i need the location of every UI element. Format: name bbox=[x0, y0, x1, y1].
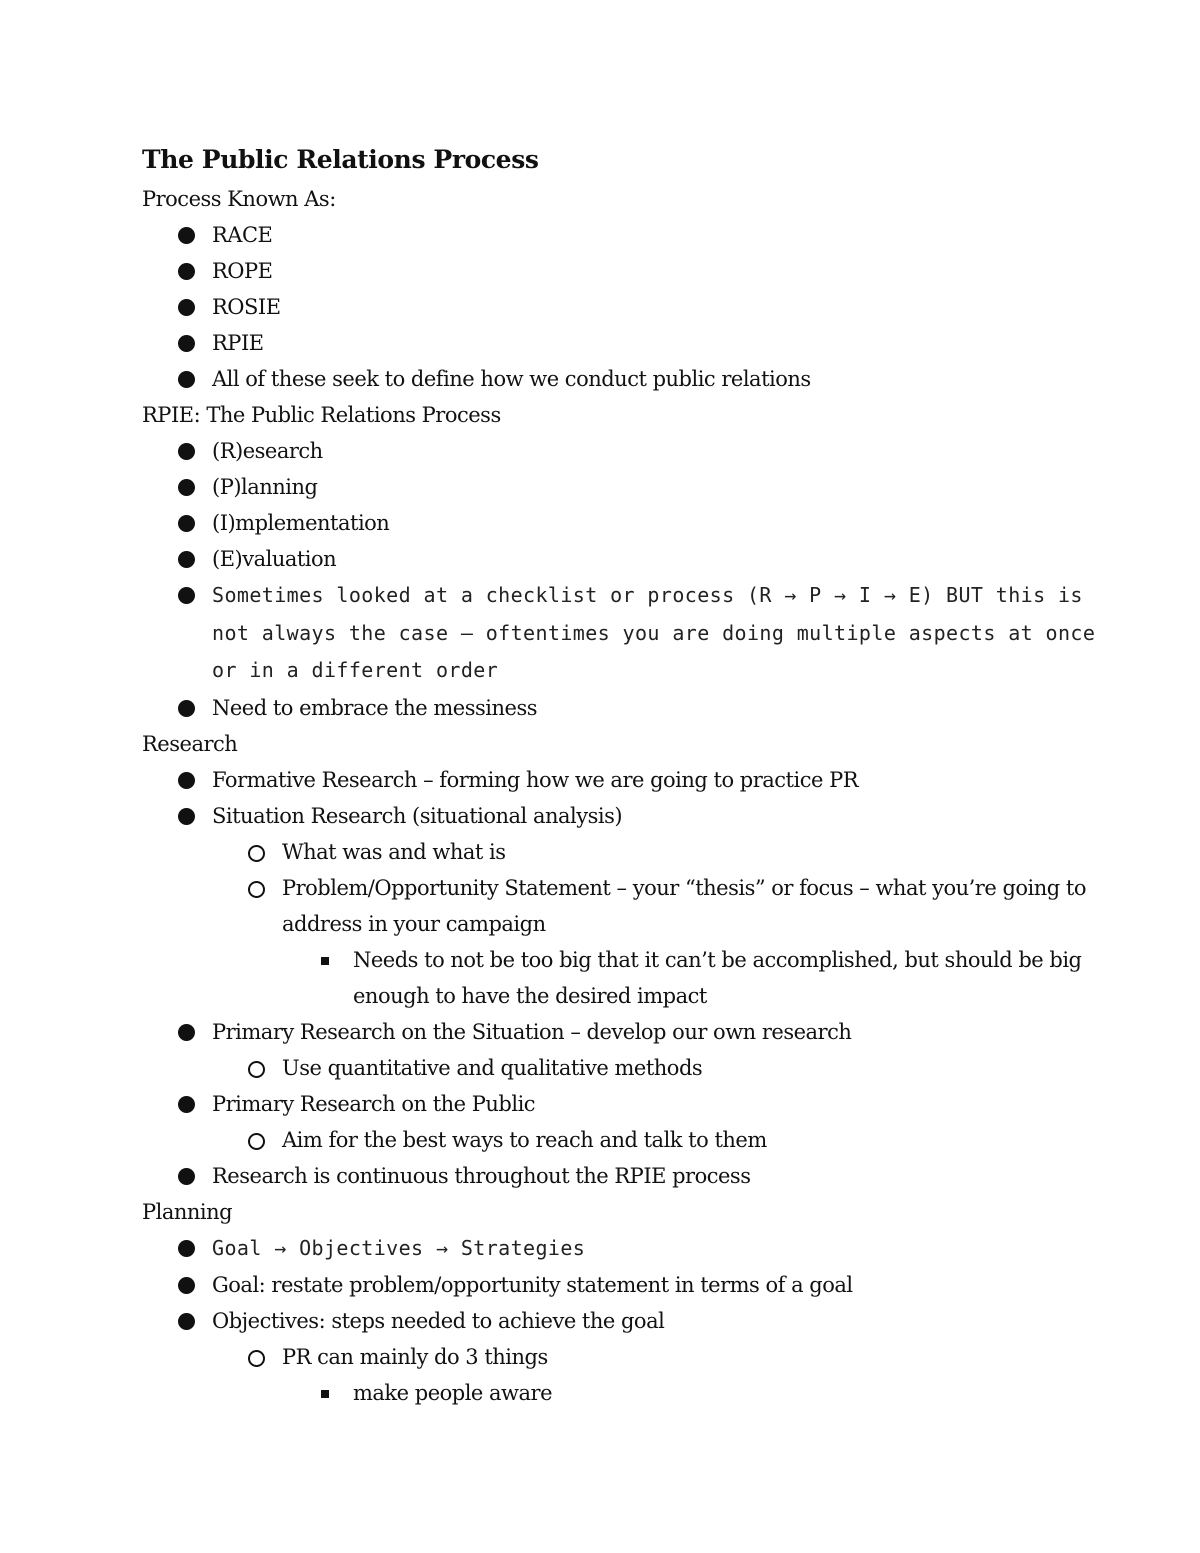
filled-circle-bullet-icon bbox=[178, 1240, 195, 1257]
list-item bbox=[142, 217, 1102, 253]
list-item bbox=[142, 1375, 1102, 1411]
list-item bbox=[142, 577, 1102, 690]
filled-circle-bullet-icon bbox=[178, 1024, 195, 1041]
list-item bbox=[142, 1267, 1102, 1303]
filled-circle-bullet-icon bbox=[178, 335, 195, 352]
list-item bbox=[142, 1303, 1102, 1339]
list-item-text: Objectives: steps needed to achieve the goal bbox=[212, 1309, 665, 1333]
list-item bbox=[142, 469, 1102, 505]
section-heading-process-known-as: Process Known As: bbox=[142, 187, 336, 211]
list-item-text: RACE bbox=[212, 223, 273, 247]
list-item bbox=[142, 1014, 1102, 1050]
list-item bbox=[142, 1122, 1102, 1158]
list-item bbox=[142, 433, 1102, 469]
list-item bbox=[142, 361, 1102, 397]
filled-circle-bullet-icon bbox=[178, 1277, 195, 1294]
hollow-circle-bullet-icon bbox=[248, 1350, 265, 1367]
hollow-circle-bullet-icon bbox=[248, 1061, 265, 1078]
section-heading-planning: Planning bbox=[142, 1199, 233, 1224]
filled-circle-bullet-icon bbox=[178, 587, 195, 604]
list-item-text: make people aware bbox=[353, 1381, 553, 1405]
list-item-text: Needs to not be too big that it can’t be accomplished, but should be big enough to have the desired impact bbox=[353, 947, 1082, 1008]
filled-circle-bullet-icon bbox=[178, 515, 195, 532]
filled-circle-bullet-icon bbox=[178, 1096, 195, 1113]
list-item-text: Problem/Opportunity Statement – your “thesis” or focus – what you’re going to address in your campaign bbox=[282, 875, 1086, 936]
list-item bbox=[142, 1230, 1102, 1268]
list-item-text: ROPE bbox=[212, 259, 273, 283]
filled-circle-bullet-icon bbox=[178, 772, 195, 789]
list-item bbox=[142, 289, 1102, 325]
filled-circle-bullet-icon bbox=[178, 551, 195, 568]
list-item-text: RPIE bbox=[212, 331, 264, 355]
list-item-text: Primary Research on the Situation – develop our own research bbox=[212, 1019, 852, 1044]
list-item-text: PR can mainly do 3 things bbox=[282, 1345, 548, 1369]
filled-circle-bullet-icon bbox=[178, 443, 195, 460]
list-item bbox=[142, 1086, 1102, 1122]
list-item-text: Need to embrace the messiness bbox=[212, 695, 537, 720]
list-item bbox=[142, 762, 1102, 798]
list-item bbox=[142, 1050, 1102, 1086]
filled-circle-bullet-icon bbox=[178, 808, 195, 825]
list-item-text: ROSIE bbox=[212, 295, 281, 319]
list-item-text: Primary Research on the Public bbox=[212, 1091, 536, 1116]
square-bullet-icon bbox=[321, 957, 329, 965]
list-item-text: Use quantitative and qualitative methods bbox=[282, 1055, 703, 1080]
list-item-text: Sometimes looked at a checklist or process (R → P → I → E) BUT this is not always the case – oftentimes you are doing multiple aspects at once or in a different order bbox=[212, 583, 1096, 682]
list-item-text: Research is continuous throughout the RPIE process bbox=[212, 1163, 751, 1188]
list-item bbox=[142, 1158, 1102, 1194]
section-heading-research: Research bbox=[142, 731, 238, 756]
square-bullet-icon bbox=[321, 1390, 329, 1398]
hollow-circle-bullet-icon bbox=[248, 1133, 265, 1150]
list-item-text: (R)esearch bbox=[212, 439, 323, 463]
list-item bbox=[142, 325, 1102, 361]
filled-circle-bullet-icon bbox=[178, 263, 195, 280]
list-item bbox=[142, 1339, 1102, 1375]
document-page bbox=[142, 141, 1102, 1411]
filled-circle-bullet-icon bbox=[178, 700, 195, 717]
filled-circle-bullet-icon bbox=[178, 479, 195, 496]
list-item-text: All of these seek to define how we conduct public relations bbox=[212, 367, 811, 391]
filled-circle-bullet-icon bbox=[178, 1168, 195, 1185]
list-item bbox=[142, 834, 1102, 870]
list-item-text: Formative Research – forming how we are going to practice PR bbox=[212, 767, 859, 792]
hollow-circle-bullet-icon bbox=[248, 845, 265, 862]
list-item-text: (E)valuation bbox=[212, 547, 337, 571]
list-item-text: Aim for the best ways to reach and talk to them bbox=[282, 1127, 767, 1152]
list-item-text: Situation Research (situational analysis) bbox=[212, 803, 623, 828]
filled-circle-bullet-icon bbox=[178, 299, 195, 316]
list-item bbox=[142, 505, 1102, 541]
list-item bbox=[142, 541, 1102, 577]
section-heading-rpie: RPIE: The Public Relations Process bbox=[142, 403, 501, 427]
list-item-text: Goal: restate problem/opportunity statement in terms of a goal bbox=[212, 1273, 853, 1297]
list-item bbox=[142, 942, 1102, 1014]
list-item-text: Goal → Objectives → Strategies bbox=[212, 1235, 586, 1260]
list-item bbox=[142, 690, 1102, 726]
list-item-text: (P)lanning bbox=[212, 475, 318, 499]
list-item-text: What was and what is bbox=[282, 839, 506, 864]
list-item bbox=[142, 253, 1102, 289]
list-item bbox=[142, 870, 1102, 942]
filled-circle-bullet-icon bbox=[178, 1313, 195, 1330]
filled-circle-bullet-icon bbox=[178, 371, 195, 388]
list-item-text: (I)mplementation bbox=[212, 511, 390, 535]
list-item bbox=[142, 798, 1102, 834]
filled-circle-bullet-icon bbox=[178, 227, 195, 244]
document-title: The Public Relations Process bbox=[142, 145, 539, 174]
hollow-circle-bullet-icon bbox=[248, 881, 265, 898]
